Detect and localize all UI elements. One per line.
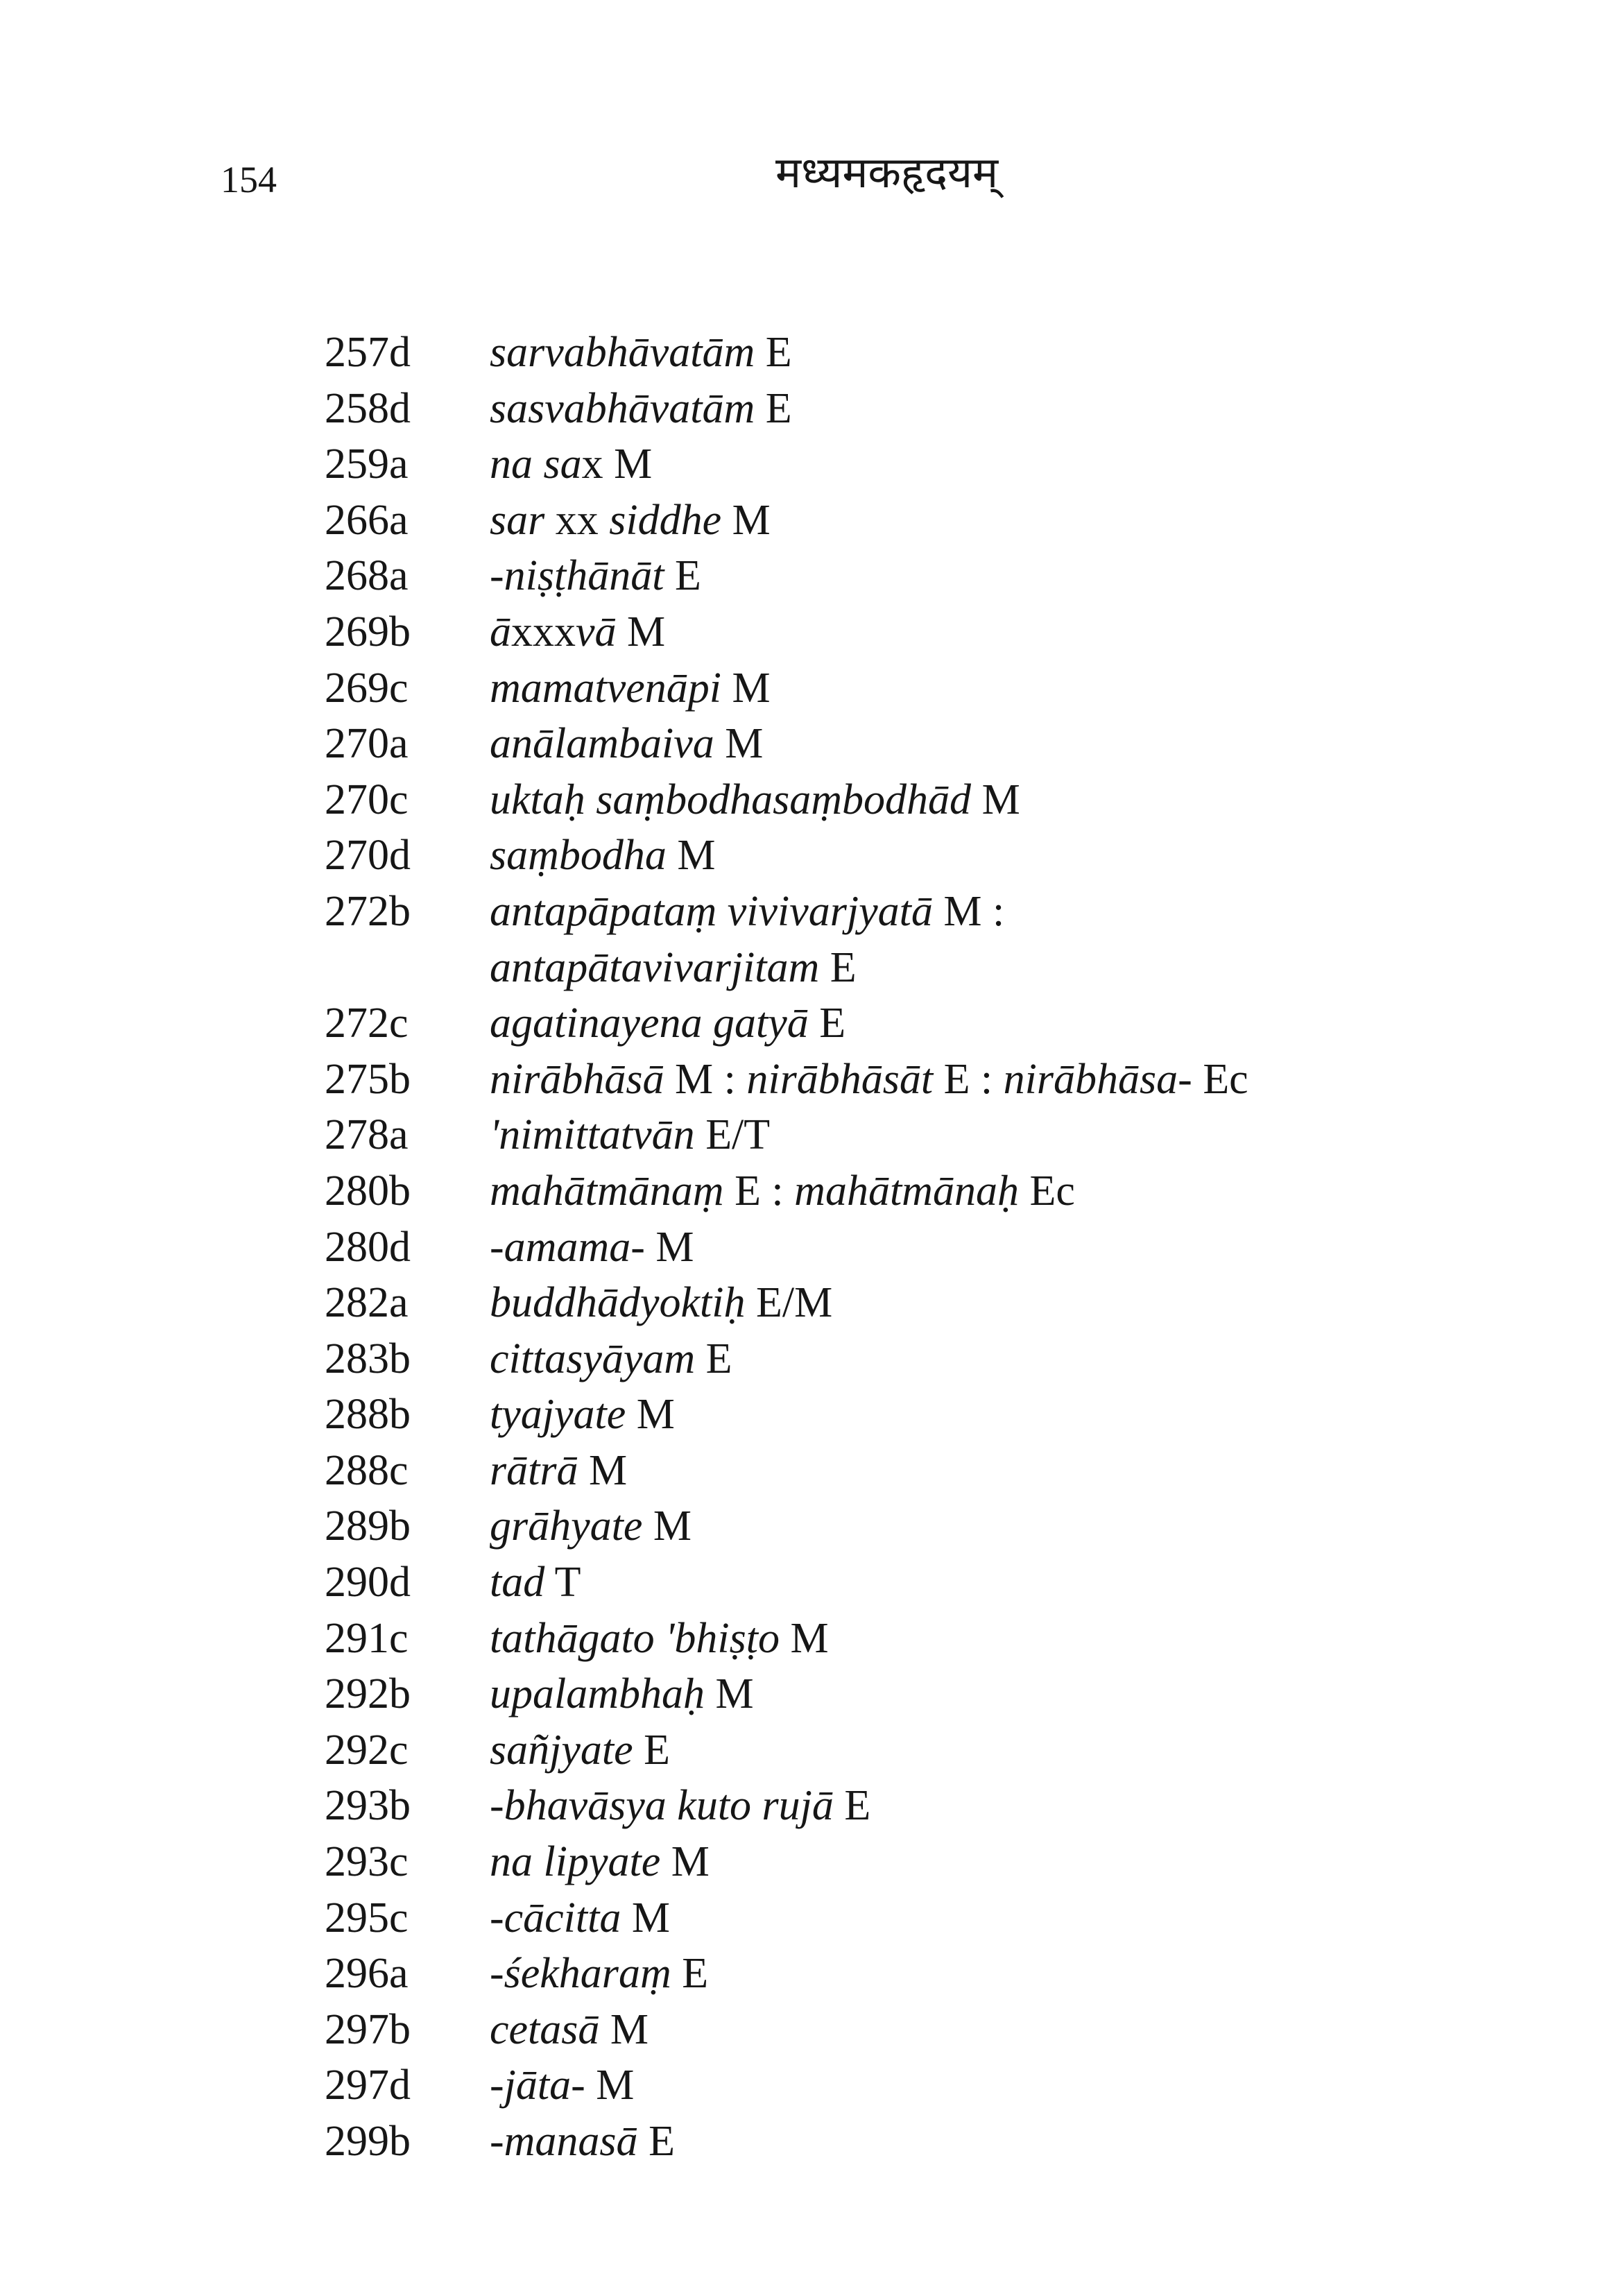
verse-reference: 288b xyxy=(325,1391,411,1439)
verse-reference: 270d xyxy=(325,832,411,880)
verse-reference: 297b xyxy=(325,2005,411,2053)
variant-reading xyxy=(490,1498,1518,1554)
manuscript-siglum: E xyxy=(755,329,792,376)
reading-text: antapāpataṃ vivivarjyatā xyxy=(490,887,933,935)
reading-text: nirābhāsā xyxy=(490,1055,664,1103)
list-item xyxy=(325,660,1518,717)
verse-reference: 278a xyxy=(325,1111,409,1159)
variant-reading xyxy=(490,1722,1518,1778)
list-item xyxy=(325,1163,1518,1219)
verse-reference: 258d xyxy=(325,384,411,432)
verse-reference: 289b xyxy=(325,1502,411,1550)
verse-reference: 282a xyxy=(325,1279,409,1327)
manuscript-siglum: M xyxy=(621,1894,671,1942)
list-item xyxy=(325,1107,1518,1163)
manuscript-siglum: M xyxy=(705,1670,754,1718)
list-item xyxy=(325,1946,1518,2002)
variant-reading xyxy=(490,436,1518,492)
reading-text: upalambhaḥ xyxy=(490,1670,705,1718)
reading-text: vā xyxy=(576,608,617,656)
list-item xyxy=(325,2002,1518,2058)
reading-text: cetasā xyxy=(490,2005,600,2053)
list-item xyxy=(325,325,1518,381)
reading-text: buddhādyoktiḥ xyxy=(490,1279,746,1327)
variant-reading xyxy=(490,492,1518,548)
verse-reference: 275b xyxy=(325,1055,411,1103)
verse-reference: 266a xyxy=(325,496,409,544)
verse-reference: 297d xyxy=(325,2062,411,2109)
manuscript-siglum: xx xyxy=(544,496,610,544)
verse-reference: 270a xyxy=(325,720,409,768)
variant-reading xyxy=(490,1107,1518,1163)
variant-reading xyxy=(490,2057,1518,2113)
list-item xyxy=(325,381,1518,437)
verse-reference: 293c xyxy=(325,1838,409,1886)
list-item xyxy=(325,436,1518,492)
list-item xyxy=(325,716,1518,772)
reading-text: uktaḥ saṃbodhasaṃbodhād xyxy=(490,776,972,823)
variant-reading xyxy=(490,325,1518,380)
verse-reference: 280d xyxy=(325,1223,411,1271)
manuscript-siglum: M xyxy=(599,2005,649,2053)
verse-reference: 259a xyxy=(325,440,409,488)
reading-text: nirābhāsāt xyxy=(746,1055,934,1103)
verse-reference: 290d xyxy=(325,1559,411,1607)
manuscript-siglum: E xyxy=(695,1335,732,1382)
variant-reading xyxy=(490,1834,1518,1890)
list-item xyxy=(325,1443,1518,1499)
manuscript-siglum: E : xyxy=(933,1055,1004,1103)
list-item xyxy=(325,1331,1518,1387)
reading-text: na lipyate xyxy=(490,1838,661,1886)
variant-reading xyxy=(490,1443,1518,1498)
variant-reading xyxy=(490,604,1518,660)
reading-text: tathāgato 'bhiṣṭo xyxy=(490,1614,780,1662)
manuscript-siglum: E xyxy=(819,943,857,991)
manuscript-siglum: M xyxy=(660,1838,710,1886)
manuscript-siglum: M : xyxy=(932,887,1005,935)
reading-text: mahātmānaṃ xyxy=(490,1167,724,1215)
list-item xyxy=(325,1722,1518,1779)
list-item xyxy=(325,2114,1518,2170)
variant-reading xyxy=(490,1611,1518,1666)
reading-text: anālambaiva xyxy=(490,720,714,768)
list-item xyxy=(325,2057,1518,2114)
variant-reading xyxy=(490,940,1518,995)
manuscript-siglum: E xyxy=(637,2118,675,2165)
verse-reference: 270c xyxy=(325,776,409,823)
verse-reference: 283b xyxy=(325,1335,411,1382)
reading-text: cittasyāyam xyxy=(490,1335,696,1382)
list-item xyxy=(325,1387,1518,1443)
reading-text: -śekharaṃ xyxy=(490,1950,671,1998)
reading-text: nirābhāsa- xyxy=(1003,1055,1192,1103)
reading-text: -jāta- xyxy=(490,2062,585,2109)
manuscript-siglum: M : xyxy=(664,1055,747,1103)
verse-reference: 295c xyxy=(325,1894,409,1942)
list-item xyxy=(325,940,1518,996)
verse-reference: 257d xyxy=(325,329,411,376)
list-item xyxy=(325,995,1518,1052)
list-item xyxy=(325,1666,1518,1722)
list-item xyxy=(325,604,1518,660)
verse-reference: 293b xyxy=(325,1782,411,1830)
variant-reading xyxy=(490,884,1518,939)
variant-reading xyxy=(490,548,1518,603)
variant-reading xyxy=(490,772,1518,828)
manuscript-siglum: M xyxy=(971,776,1020,823)
manuscript-siglum: Ec xyxy=(1192,1055,1248,1103)
reading-text: grāhyate xyxy=(490,1502,643,1550)
verse-reference: 269c xyxy=(325,664,409,712)
manuscript-siglum: E xyxy=(808,1000,846,1047)
manuscript-siglum: M xyxy=(616,608,666,656)
reading-text: tad xyxy=(490,1559,545,1607)
variant-reading xyxy=(490,716,1518,771)
variant-reading xyxy=(490,2114,1518,2169)
variant-reading xyxy=(490,381,1518,436)
list-item xyxy=(325,492,1518,549)
reading-text: sañjyate xyxy=(490,1726,633,1774)
reading-text: siddhe xyxy=(609,496,722,544)
manuscript-siglum: M xyxy=(721,496,771,544)
manuscript-siglum: E xyxy=(755,384,792,432)
reading-text: -manasā xyxy=(490,2118,638,2165)
variant-reading xyxy=(490,995,1518,1051)
variant-reading xyxy=(490,660,1518,716)
verse-reference: 299b xyxy=(325,2118,411,2165)
list-item xyxy=(325,828,1518,884)
list-item xyxy=(325,1834,1518,1890)
list-item xyxy=(325,1052,1518,1108)
variant-reading xyxy=(490,1219,1518,1275)
variant-reading xyxy=(490,1666,1518,1722)
manuscript-siglum: M xyxy=(721,664,771,712)
list-item xyxy=(325,1498,1518,1554)
list-item xyxy=(325,1219,1518,1276)
manuscript-siglum: M xyxy=(644,1223,694,1271)
manuscript-siglum: Ec xyxy=(1018,1167,1075,1215)
reading-text: sar xyxy=(490,496,545,544)
reading-text: saṃbodha xyxy=(490,832,667,880)
manuscript-siglum: E/M xyxy=(745,1279,833,1327)
variant-reading xyxy=(490,1163,1518,1219)
manuscript-siglum: M xyxy=(585,2062,635,2109)
list-item xyxy=(325,772,1518,828)
reading-text: -niṣṭhānāt xyxy=(490,552,664,600)
verse-reference: 292c xyxy=(325,1726,409,1774)
verse-reference: 280b xyxy=(325,1167,411,1215)
list-item xyxy=(325,1275,1518,1331)
manuscript-siglum: E xyxy=(633,1726,670,1774)
manuscript-siglum: E xyxy=(671,1950,709,1998)
reading-text: 'nimittatvān xyxy=(490,1111,695,1159)
manuscript-siglum: xxx xyxy=(511,608,576,656)
manuscript-siglum: M xyxy=(714,720,764,768)
reading-text: mamatvenāpi xyxy=(490,664,722,712)
list-item xyxy=(325,1554,1518,1611)
variant-reading xyxy=(490,1331,1518,1387)
manuscript-siglum: E/T xyxy=(694,1111,771,1159)
variant-reading xyxy=(490,2002,1518,2057)
reading-text: ā xyxy=(490,608,511,656)
verse-reference: 296a xyxy=(325,1950,409,1998)
verse-reference: 292b xyxy=(325,1670,411,1718)
variant-reading xyxy=(490,1890,1518,1946)
variant-reading xyxy=(490,1052,1518,1107)
verse-reference: 272b xyxy=(325,887,411,935)
manuscript-siglum: M xyxy=(666,832,716,880)
reading-text: tyajyate xyxy=(490,1391,626,1439)
reading-text: sasvabhāvatām xyxy=(490,384,755,432)
manuscript-siglum: M xyxy=(780,1614,829,1662)
manuscript-siglum: M xyxy=(642,1502,692,1550)
list-item xyxy=(325,884,1518,940)
reading-text: rātrā xyxy=(490,1446,578,1494)
variant-reading xyxy=(490,1387,1518,1442)
manuscript-siglum: E : xyxy=(723,1167,795,1215)
variant-readings-list xyxy=(325,325,1518,2170)
variant-reading xyxy=(490,1554,1518,1610)
verse-reference: 288c xyxy=(325,1446,409,1494)
reading-text: mahātmānaḥ xyxy=(794,1167,1019,1215)
reading-text: antapātavivarjitam xyxy=(490,943,820,991)
verse-reference: 272c xyxy=(325,1000,409,1047)
reading-text: agatinayena gatyā xyxy=(490,1000,809,1047)
variant-reading xyxy=(490,1275,1518,1330)
running-title: मध्यमकहृदयम् xyxy=(775,147,999,198)
list-item xyxy=(325,1778,1518,1834)
reading-text: -bhavāsya kuto rujā xyxy=(490,1782,834,1830)
list-item xyxy=(325,548,1518,604)
reading-text: sarvabhāvatām xyxy=(490,329,755,376)
manuscript-siglum: T xyxy=(544,1559,581,1607)
reading-text: -amama- xyxy=(490,1223,645,1271)
reading-text: na sa xyxy=(490,440,582,488)
variant-reading xyxy=(490,1946,1518,2001)
manuscript-siglum: M xyxy=(578,1446,628,1494)
verse-reference: 269b xyxy=(325,608,411,656)
list-item xyxy=(325,1890,1518,1946)
verse-reference: 268a xyxy=(325,552,409,600)
manuscript-siglum: x M xyxy=(581,440,653,488)
variant-reading xyxy=(490,1778,1518,1833)
manuscript-siglum: M xyxy=(626,1391,675,1439)
verse-reference: 291c xyxy=(325,1614,409,1662)
page-number: 154 xyxy=(221,159,277,200)
list-item xyxy=(325,1611,1518,1667)
manuscript-siglum: E xyxy=(833,1782,871,1830)
manuscript-siglum: E xyxy=(664,552,701,600)
variant-reading xyxy=(490,828,1518,883)
reading-text: -cācitta xyxy=(490,1894,621,1942)
